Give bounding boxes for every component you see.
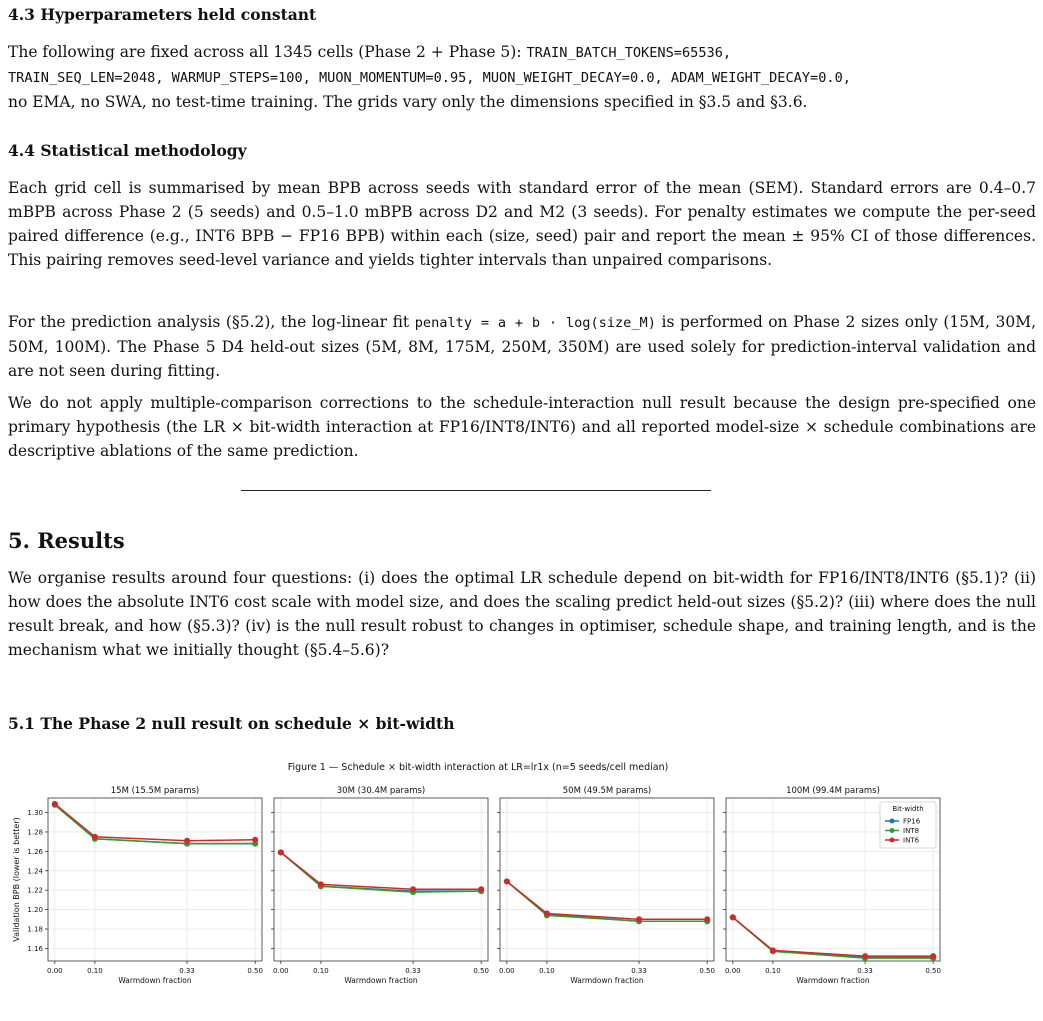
y-tick-label: 1.26	[27, 847, 43, 856]
panel-frame	[274, 798, 488, 961]
data-point-int6	[318, 881, 324, 887]
data-point-int6	[278, 849, 284, 855]
data-point-int6	[252, 837, 258, 843]
section-4-4-paragraph-2	[8, 310, 1036, 383]
panel-title: 15M (15.5M params)	[110, 786, 200, 796]
paragraph-text: no EMA, no SWA, no test-time training. The grids vary only the dimensions specified in §3.5 and §3.6.	[8, 93, 808, 111]
x-axis-label: Warmdown fraction	[796, 976, 870, 985]
y-tick-label: 1.22	[27, 886, 43, 895]
data-point-int6	[544, 910, 550, 916]
inline-code: TRAIN_BATCH_TOKENS=65536,	[526, 45, 732, 61]
data-point-int6	[52, 801, 58, 807]
paragraph-text: is performed on Phase 2 sizes only (15M, 30M, 50M, 100M). The Phase 5 D4 held-out sizes (5M, 8M, 175M, 250M, 350M) are used solely for prediction-interval validation and are not seen during fitting.	[8, 313, 1036, 380]
panel-title: 100M (99.4M params)	[786, 786, 880, 796]
data-point-int6	[504, 878, 510, 884]
series-line-fp16	[281, 852, 481, 891]
x-tick-label: 0.33	[631, 967, 647, 975]
y-tick-label: 1.24	[27, 867, 43, 876]
x-tick-label: 0.33	[857, 967, 873, 975]
series-line-int8	[281, 852, 481, 892]
figure-1-chart	[8, 754, 1038, 994]
legend-marker	[890, 828, 895, 833]
x-tick-label: 0.50	[247, 967, 263, 975]
section-4-3-paragraph	[8, 40, 1036, 114]
section-4-4-paragraph-1: Each grid cell is summarised by mean BPB across seeds with standard error of the mean (SEM). Standard errors are 0.4–0.7 mBPB across Phase 2 (5 seeds) and 0.5–1.0 mBPB across D2 and M2 (3 seeds). For penalty estimates we compute the per-seed paired difference (e.g., INT6 BPB − FP16 BPB) within each (size, seed) pair and report the mean ± 95% CI of those differences. This pairing removes seed-level variance and yields tighter intervals than unpaired comparisons.	[8, 179, 1036, 269]
y-tick-label: 1.18	[27, 925, 43, 934]
section-4-4-heading: 4.4 Statistical methodology	[8, 141, 247, 160]
y-tick-label: 1.16	[27, 944, 43, 953]
y-tick-label: 1.20	[27, 906, 43, 915]
series-line-int8	[507, 881, 707, 921]
series-line-fp16	[507, 881, 707, 921]
y-axis-label: Validation BPB (lower is better)	[12, 817, 21, 942]
x-tick-label: 0.00	[725, 967, 741, 975]
series-line-int6	[55, 804, 255, 841]
inline-code: TRAIN_SEQ_LEN=2048, WARMUP_STEPS=100, MUON_MOMENTUM=0.95, MUON_WEIGHT_DECAY=0.0, ADAM_WEIGHT_DECAY=0.0,	[8, 70, 851, 86]
legend-title: Bit-width	[892, 805, 924, 813]
paragraph-text: For the prediction analysis (§5.2), the log-linear fit	[8, 313, 415, 331]
y-tick-label: 1.30	[27, 809, 43, 818]
x-tick-label: 0.50	[473, 967, 489, 975]
data-point-int6	[410, 886, 416, 892]
y-tick-label: 1.28	[27, 828, 43, 837]
x-tick-label: 0.00	[499, 967, 515, 975]
x-tick-label: 0.10	[313, 967, 329, 975]
series-line-fp16	[55, 805, 255, 844]
x-axis-label: Warmdown fraction	[344, 976, 418, 985]
x-tick-label: 0.10	[539, 967, 555, 975]
section-5-paragraph: We organise results around four questions: (i) does the optimal LR schedule depend on bit-width for FP16/INT8/INT6 (§5.1)? (ii) how does the absolute INT6 cost scale with model size, and does the scaling predict held-out sizes (§5.2)? (iii) where does the null result break, and how (§5.3)? (iv) is the null result robust to changes in optimiser, schedule shape, and training length, and is the mechanism what we initially thought (§5.4–5.6)?	[8, 569, 1036, 659]
section-5-heading: 5. Results	[8, 528, 125, 553]
x-tick-label: 0.33	[179, 967, 195, 975]
series-line-int8	[55, 805, 255, 844]
series-line-int6	[733, 917, 933, 956]
section-4-4-paragraph-3: We do not apply multiple-comparison corrections to the schedule-interaction null result because the design pre-specified one primary hypothesis (the LR × bit-width interaction at FP16/INT8/INT6) and all reported model-size × schedule combinations are descriptive ablations of the same prediction.	[8, 394, 1036, 460]
inline-code: penalty = a + b · log(size_M)	[414, 315, 656, 331]
panel-title: 30M (30.4M params)	[336, 786, 426, 796]
paragraph-text: The following are fixed across all 1345 cells (Phase 2 + Phase 5):	[8, 43, 527, 61]
series-line-int6	[507, 881, 707, 919]
data-point-int6	[92, 834, 98, 840]
legend-label: FP16	[903, 817, 921, 826]
panel-frame	[48, 798, 262, 961]
x-tick-label: 0.10	[87, 967, 103, 975]
data-point-int6	[184, 838, 190, 844]
legend-label: INT6	[903, 836, 920, 845]
data-point-int6	[730, 914, 736, 920]
figure-title: Figure 1 — Schedule × bit-width interaction at LR=lr1x (n=5 seeds/cell median)	[287, 762, 669, 773]
x-tick-label: 0.10	[765, 967, 781, 975]
data-point-int6	[704, 916, 710, 922]
x-tick-label: 0.50	[699, 967, 715, 975]
x-tick-label: 0.00	[47, 967, 63, 975]
x-tick-label: 0.50	[925, 967, 941, 975]
series-line-int8	[733, 917, 933, 958]
section-5-1-heading: 5.1 The Phase 2 null result on schedule × bit-width	[8, 714, 455, 733]
data-point-int6	[930, 953, 936, 959]
x-axis-label: Warmdown fraction	[118, 976, 192, 985]
section-4-3-heading: 4.3 Hyperparameters held constant	[8, 5, 317, 24]
x-axis-label: Warmdown fraction	[570, 976, 644, 985]
panel-frame	[500, 798, 714, 961]
panel-title: 50M (49.5M params)	[562, 786, 652, 796]
x-tick-label: 0.00	[273, 967, 289, 975]
data-point-int6	[862, 953, 868, 959]
data-point-int6	[478, 886, 484, 892]
data-point-int6	[770, 947, 776, 953]
legend-label: INT8	[903, 827, 920, 835]
x-tick-label: 0.33	[405, 967, 421, 975]
legend-marker	[890, 819, 895, 824]
data-point-int6	[636, 916, 642, 922]
section-divider	[241, 490, 711, 491]
legend-marker	[890, 838, 895, 843]
series-line-fp16	[733, 917, 933, 957]
